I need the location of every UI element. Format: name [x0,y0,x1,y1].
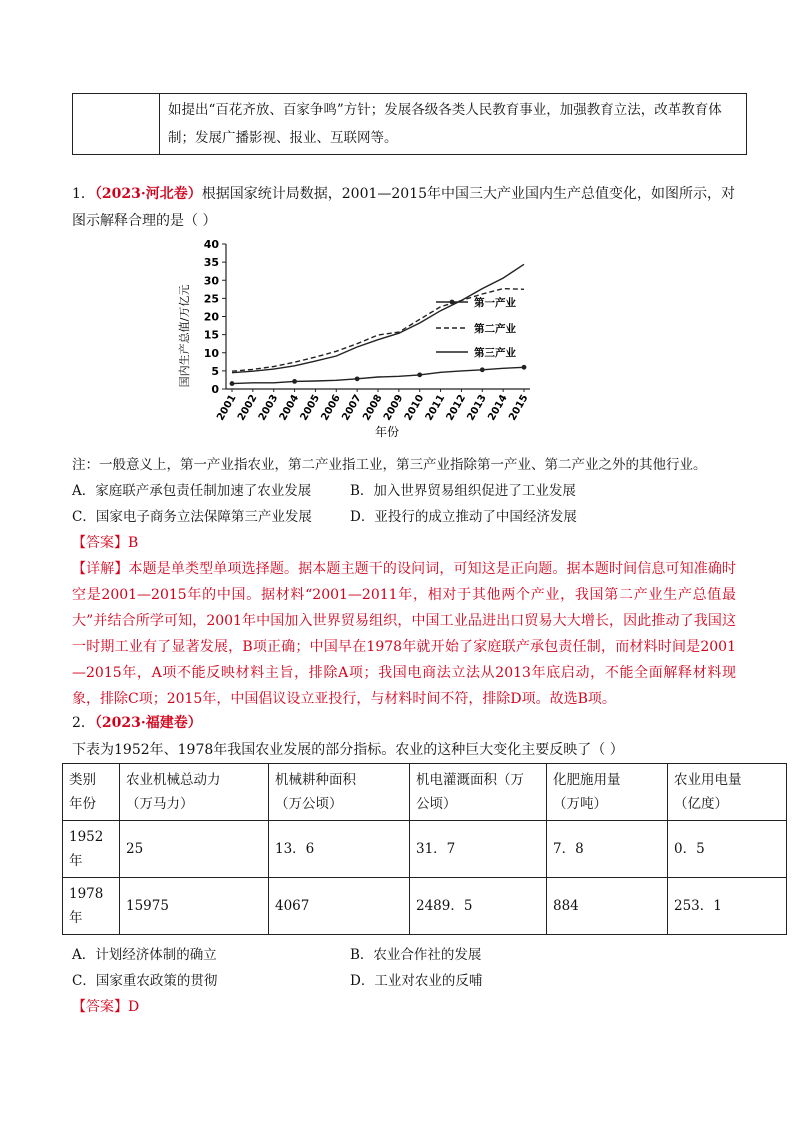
question-text: 根据国家统计局数据，2001—2015年中国三大产业国内生产总值变化，如图所示，对图示解释合理的是（ ） [72,186,736,229]
question-text: 下表为1952年、1978年我国农业发展的部分指标。农业的这种巨大变化主要反映了（ ） [72,742,624,758]
header-cell [668,764,787,821]
table-row [63,821,787,878]
question-2-stem [72,710,748,764]
value-cell: 31．7 [410,821,547,878]
y-tick-label: 0 [211,383,219,396]
data-point [292,379,297,384]
question-1-detail: 【详解】本题是单类型单项选择题。据本题主题干的设问词，可知这是正向题。据本题时间信息可知准确时空是2001—2015年的中国。据材料“2001—2011年，相对于其他两个产业，我国第二产业生产总值最大”并结合所学可知，2001年中国加入世界贸易组织，中国工业品进出口贸易大大增长，因此推动了我国这一时期工业有了显著发展，B项正确；中国早在1978年就开始了家庭联产承包责任制，而材料时间是2001—2015年，A项不能反映材料主旨，排除A项；我国电商法立法从2013年底启动，不能全面解释材料现象，排除C项；2015年，中国倡议设立亚投行，与材料时间不符，排除D项。故选B项。 [72,561,736,707]
x-axis-label: 年份 [374,425,400,439]
year-cell [63,878,120,935]
legend-marker [450,300,455,305]
continued-table [72,93,747,155]
corner-label-year: 年份 [69,796,96,812]
header-line: 公顷） [416,796,457,812]
y-tick-label: 40 [203,238,219,251]
agriculture-data-table [62,763,787,935]
table-row [63,878,787,935]
value-cell: 25 [120,821,269,878]
header-line: （万马力） [126,796,194,812]
value-cell: 0．5 [668,821,787,878]
x-tick-label: 2010 [402,393,427,423]
data-point [417,372,422,377]
option-d: D．工业对农业的反哺 [350,973,483,989]
y-tick-label: 30 [203,274,219,288]
year-cell [63,821,120,878]
y-tick-label: 15 [203,328,219,342]
option-c: C．国家电子商务立法保障第三产业发展 [72,509,312,525]
legend-label: 第三产业 [474,347,516,359]
data-point [522,365,527,370]
option-a: A．家庭联产承包责任制加速了农业发展 [72,483,312,499]
x-tick-label: 2003 [256,393,281,423]
header-cell [547,764,668,821]
legend-label: 第一产业 [474,297,516,309]
question-number: 2． [72,715,95,731]
value-cell: 253．1 [668,878,787,935]
header-cell [269,764,410,821]
table-corner-cell [63,764,120,821]
x-tick-label: 2013 [465,393,489,423]
header-cell [120,764,269,821]
header-line: （亿度） [674,796,728,812]
legend-label: 第二产业 [474,323,516,335]
x-tick-label: 2005 [298,393,323,423]
question-number: 1． [72,186,95,202]
x-tick-label: 2012 [444,393,469,423]
y-tick-label: 25 [203,292,219,306]
header-cell [410,764,547,821]
header-line: 农业用电量 [674,772,742,788]
x-tick-label: 2008 [361,393,385,423]
header-line: （万公顷） [275,796,343,812]
year-line: 1952 [69,829,104,845]
value-cell: 7．8 [547,821,668,878]
option-a: A．计划经济体制的确立 [72,947,217,963]
data-point [230,381,235,386]
option-c: C．国家重农政策的贯彻 [72,973,218,989]
option-d: D．亚投行的成立推动了中国经济发展 [350,509,577,525]
data-point [480,367,485,372]
chart-legend [436,296,516,359]
year-line: 1978 [69,886,104,902]
question-1-stem [72,181,748,235]
option-b: B．农业合作社的发展 [350,947,482,963]
y-tick-label: 20 [203,310,219,324]
table-header-row [63,764,787,821]
value-cell: 2489．5 [410,878,547,935]
year-line: 年 [69,910,83,926]
value-cell: 15975 [120,878,269,935]
corner-label-category: 类别 [69,772,96,788]
x-tick-label: 2004 [277,393,302,423]
y-tick-label: 35 [203,256,219,270]
x-tick-label: 2009 [382,393,406,423]
value-cell: 13．6 [269,821,410,878]
data-point [355,376,360,381]
option-b: B．加入世界贸易组织促进了工业发展 [350,483,576,499]
value-cell: 4067 [269,878,410,935]
gdp-line-chart [168,236,548,442]
x-tick-label: 2001 [215,393,239,423]
header-line: （万吨） [553,796,607,812]
value-cell: 884 [547,878,668,935]
y-tick-label: 5 [211,364,219,378]
x-tick-label: 2002 [236,393,260,423]
question-source: （2023·福建卷） [94,715,202,731]
question-1-note: 注：一般意义上，第一产业指农业，第二产业指工业，第三产业指除第一产业、第二产业之外的其他行业。 [72,457,707,473]
x-tick-label: 2014 [486,393,510,423]
header-line: 机械耕种面积 [275,772,356,788]
x-tick-label: 2011 [423,393,448,423]
question-source: （2023·河北卷） [94,186,202,202]
y-tick-label: 10 [203,346,219,360]
header-line: 机电灌溉面积（万 [416,772,524,788]
table-cell-content: 如提出“百花齐放、百家争鸣”方针；发展各级各类人民教育事业，加强教育立法，改革教育体制；发展广播影视、报业、互联网等。 [160,94,747,155]
x-tick-label: 2006 [319,393,343,423]
question-2-answer: 【答案】D [72,999,140,1015]
header-line: 农业机械总动力 [126,772,221,788]
header-line: 化肥施用量 [553,772,621,788]
x-tick-label: 2015 [507,393,531,423]
year-line: 年 [69,853,83,869]
table-cell-empty [73,94,160,155]
x-tick-label: 2007 [340,393,364,423]
question-1-answer: 【答案】B [72,535,139,551]
table-row [73,94,747,155]
y-axis-label: 国内生产总值/万亿元 [178,284,191,388]
